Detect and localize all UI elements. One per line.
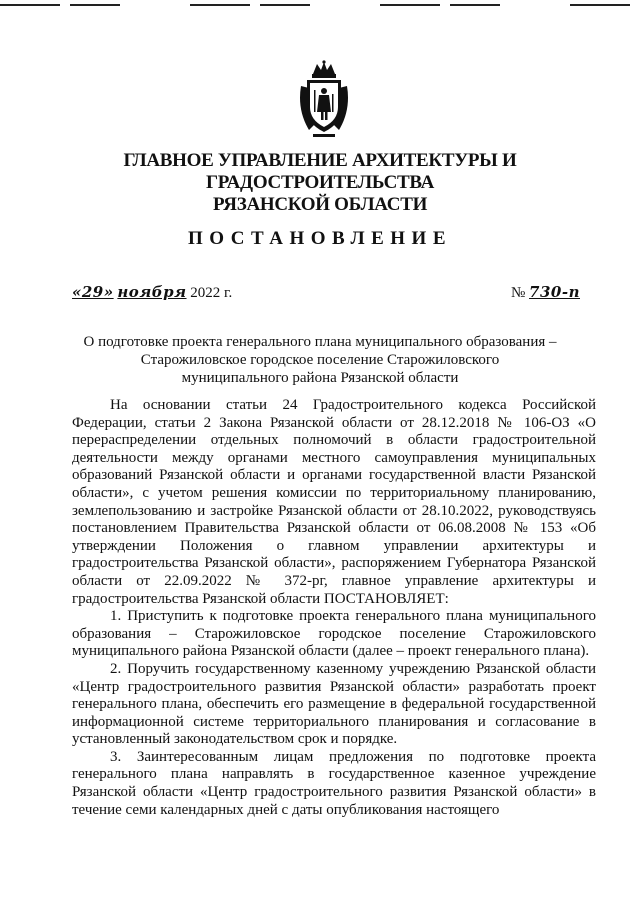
date-year: 2022 г. bbox=[190, 285, 233, 301]
document-subject bbox=[60, 333, 580, 387]
document-body bbox=[72, 397, 596, 819]
date-day: «29» bbox=[72, 283, 114, 301]
number-value: 730-п bbox=[529, 283, 580, 301]
paragraph-item-3: 3. Заинтересованным лицам предложения по подготовке проекта генерального плана направлять в государственное казенное учреждение Рязанской области «Центр градостроительного развития Рязанской области» в течение семи календарных дней с даты опубликования настоящего bbox=[72, 748, 596, 818]
number-prefix: № bbox=[510, 285, 526, 301]
paragraph-item-2: 2. Поручить государственному казенному учреждению Рязанской области «Центр градостроительного развития Рязанской области» разработать проект генерального плана, обеспечить его размещение в федеральной государственной информационной системе территориального планирования и согласование в установленный законодательством срок и порядке. bbox=[72, 660, 596, 748]
document-date bbox=[72, 283, 232, 302]
org-line-1: ГЛАВНОЕ УПРАВЛЕНИЕ АРХИТЕКТУРЫ И ГРАДОСТРОИТЕЛЬСТВА bbox=[123, 150, 517, 193]
document-type-title: ПОСТАНОВЛЕНИЕ bbox=[187, 228, 453, 249]
scan-top-border bbox=[0, 4, 640, 6]
org-line-2: РЯЗАНСКОЙ ОБЛАСТИ bbox=[212, 194, 428, 215]
date-month: ноября bbox=[117, 283, 187, 301]
document-number bbox=[511, 283, 580, 302]
paragraph-preamble: На основании статьи 24 Градостроительного кодекса Российской Федерации, статьи 2 Закона Рязанской области от 28.12.2018 № 106-ОЗ «О перераспределении отдельных полномочий в области градостроительной деятельности между органами местного самоуправления муниципальных образований Рязанской области и органами государственной власти Рязанской области», с учетом решения комиссии по территориальному планированию, землепользованию и застройке Рязанской области от 28.10.2022, руководствуясь постановлением Правительства Рязанской области от 06.08.2008 № 153 «Об утверждении Положения о главном управлении архитектуры и градостроительства Рязанской области», распоряжением Губернатора Рязанской области от 22.09.2022 № 372-рг, главное управление архитектуры и градостроительства Рязанской области ПОСТАНОВЛЯЕТ: bbox=[72, 397, 596, 607]
issuing-authority bbox=[40, 150, 600, 216]
subject-line-3: муниципального района Рязанской области bbox=[181, 370, 459, 386]
subject-line-1: О подготовке проекта генерального плана муниципального образования – bbox=[83, 334, 557, 350]
paragraph-item-1: 1. Приступить к подготовке проекта генерального плана муниципального образования – Старожиловское городское поселение Старожиловского муниципального района Рязанской области (далее – проект генерального плана). bbox=[72, 608, 596, 660]
subject-line-2: Старожиловское городское поселение Старожиловского bbox=[140, 352, 500, 368]
coat-of-arms-icon bbox=[295, 60, 353, 138]
